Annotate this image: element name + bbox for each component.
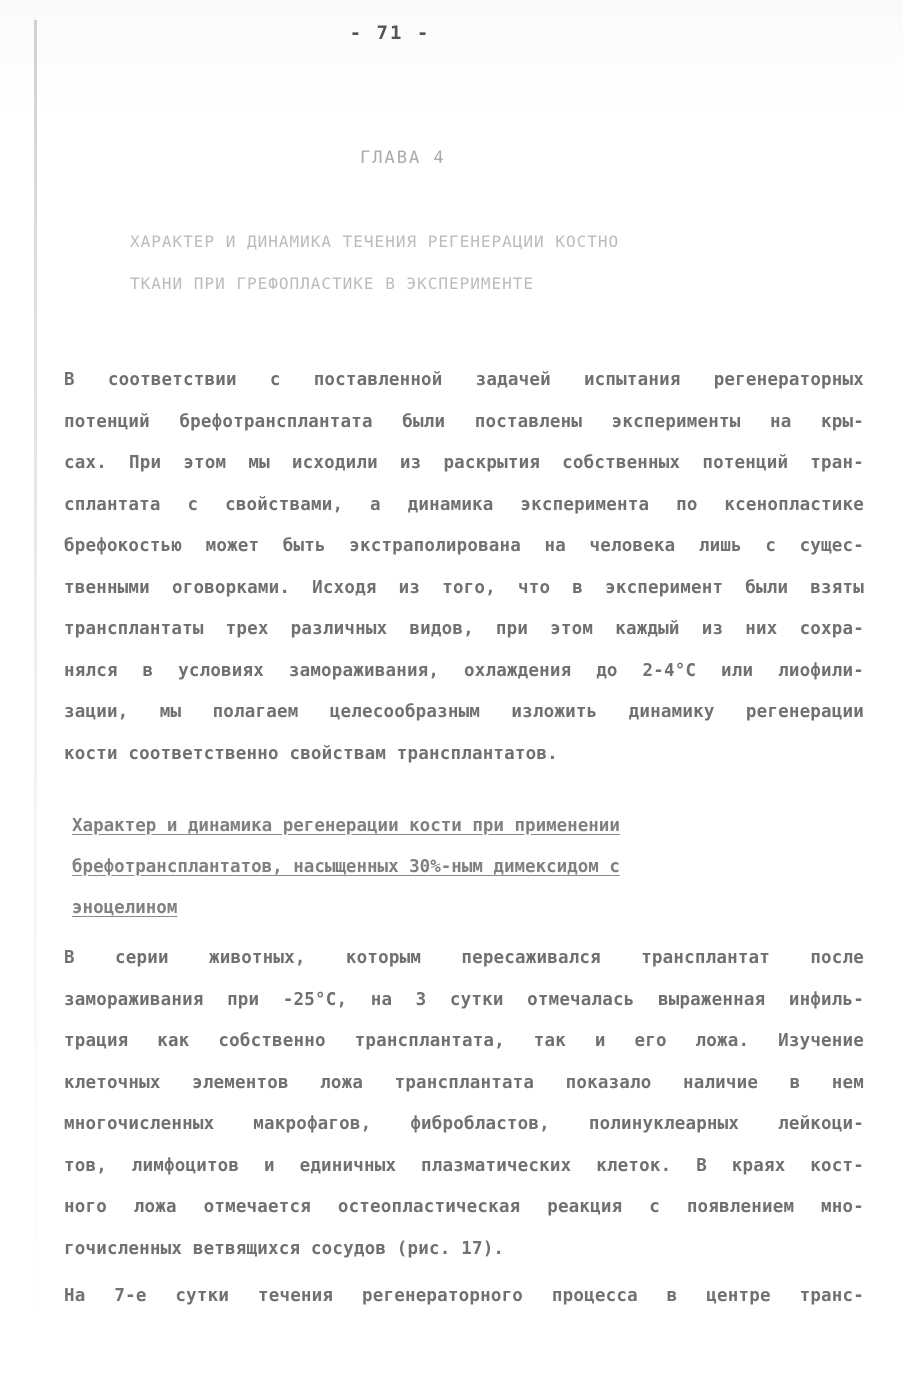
page-number: - 71 -: [349, 22, 431, 44]
text-line: потенций брефотрансплантата были поставлены эксперименты на кры-: [64, 411, 864, 432]
text-line: На 7-е сутки течения регенераторного процесса в центре транс-: [64, 1286, 864, 1306]
subheading-line: Характер и динамика регенерации кости при применении: [72, 816, 620, 836]
text-line: В соответствии с поставленной задачей испытания регенераторных: [64, 370, 864, 390]
text-line: сах. При этом мы исходили из раскрытия собственных потенций тран-: [64, 453, 864, 473]
text-line: замораживания при -25°С, на 3 сутки отмечалась выраженная инфиль-: [64, 989, 864, 1010]
subheading-line: брефотрансплантатов, насыщенных 30%-ным димексидом с: [72, 857, 620, 877]
text-line: нялся в условиях замораживания, охлаждения до 2-4°С или лиофили-: [64, 660, 864, 681]
text-line: ного ложа отмечается остеопластическая реакция с появлением мно-: [64, 1197, 864, 1217]
text-line: трансплантаты трех различных видов, при этом каждый из них сохра-: [64, 619, 864, 639]
section-subheading: [72, 806, 752, 929]
scan-edge-shadow: [34, 20, 37, 1320]
paragraph-intro: [64, 360, 864, 775]
text-line: клеточных элементов ложа трансплантата показало наличие в нем: [64, 1072, 864, 1093]
subheading-line: эноцелином: [72, 898, 178, 918]
chapter-heading: ГЛАВА 4: [360, 148, 446, 168]
text-line: зации, мы полагаем целесообразным изложить динамику регенерации: [64, 702, 864, 722]
text-line: брефокостью может быть экстраполирована на человека лишь с сущес-: [64, 536, 864, 556]
paragraph-series-freezing: [64, 938, 864, 1270]
text-line: тов, лимфоцитов и единичных плазматических клеток. В краях кост-: [64, 1155, 864, 1176]
paragraph-day-seven: [64, 1276, 864, 1318]
chapter-title-line-1: ХАРАКТЕР И ДИНАМИКА ТЕЧЕНИЯ РЕГЕНЕРАЦИИ КОСТНО: [130, 232, 620, 251]
text-line: многочисленных макрофагов, фибробластов, полинуклеарных лейкоци-: [64, 1114, 864, 1134]
text-line: трация как собственно трансплантата, так и его ложа. Изучение: [64, 1031, 864, 1051]
chapter-title-line-2: ТКАНИ ПРИ ГРЕФОПЛАСТИКЕ В ЭКСПЕРИМЕНТЕ: [130, 274, 535, 293]
text-line: твенными оговорками. Исходя из того, что в эксперимент были взяты: [64, 577, 864, 598]
text-line: кости соответственно свойствам трансплантатов.: [64, 743, 558, 764]
text-line: сплантата с свойствами, а динамика эксперимента по ксенопластике: [64, 494, 864, 515]
text-line: гочисленных ветвящихся сосудов (рис. 17).: [64, 1238, 505, 1259]
text-line: В серии животных, которым пересаживался трансплантат после: [64, 948, 864, 968]
